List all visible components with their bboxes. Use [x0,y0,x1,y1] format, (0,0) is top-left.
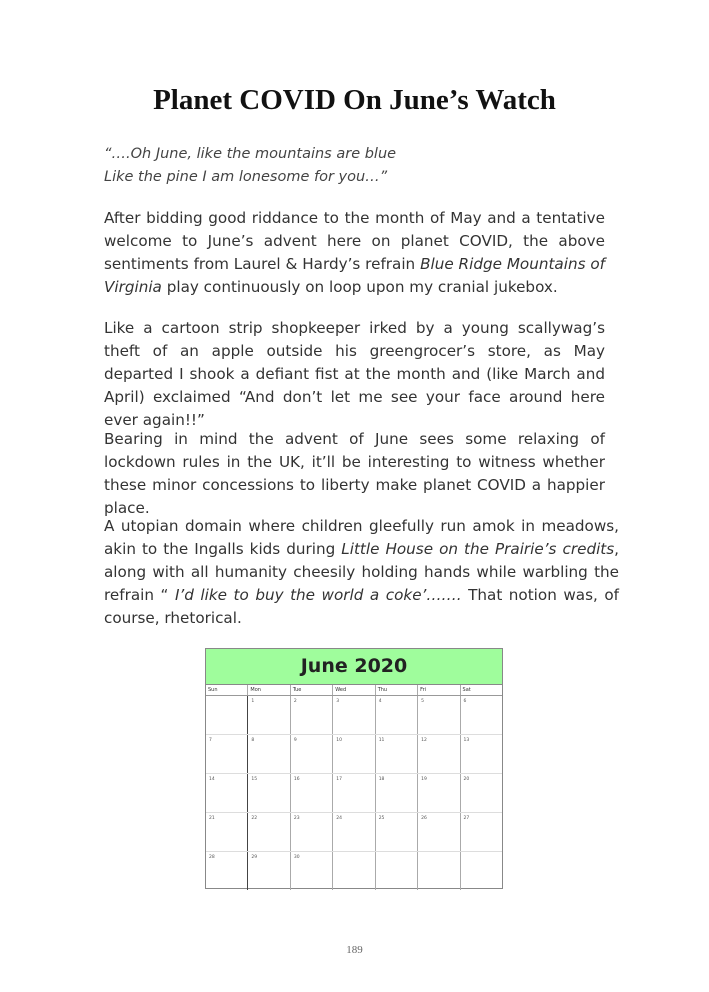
paragraph-4 [104,515,619,630]
paragraph-2: Like a cartoon strip shopkeeper irked by a young scallywag’s theft of an apple outside his greengrocer’s store, as May departed I shook a defiant fist at the month and (like March and April) exclaimed “And don’t let me see your face around here ever again!!” [104,319,605,429]
weekday-label: Thu [376,685,418,695]
calendar-day-cell [291,852,333,890]
calendar-week-row [206,735,502,774]
calendar-day-number: 29 [251,855,258,860]
calendar-day-cell [376,813,418,851]
paragraph-4-text-a: A utopian domain where children gleefully run amok in meadows, akin to the Ingalls kids during [104,517,619,558]
paragraph-3: Bearing in mind the advent of June sees some relaxing of lockdown rules in the UK, it’ll be interesting to witness whether these minor concessions to liberty make planet COVID a happier place. [104,430,605,517]
calendar-day-number: 15 [251,777,258,782]
weekday-label: Sat [462,687,471,693]
paragraph-1-text-a: After bidding good riddance to the month of May and a tentative welcome to June’s advent here on planet COVID, the above sentiments from Laurel & Hardy’s refrain [104,209,605,273]
calendar-week-row [206,852,502,890]
calendar-day-cell [333,774,375,812]
calendar-day-number: 22 [251,816,258,821]
calendar-day-number: 23 [293,816,300,821]
weekday-label: Wed [333,685,375,695]
calendar-day-cell [206,774,248,812]
calendar-day-cell [248,813,290,851]
epigraph-quote [104,143,484,189]
calendar-day-cell [461,696,502,734]
calendar-day-cell [248,774,290,812]
weekday-label: Mon [248,685,290,695]
calendar-day-cell [248,735,290,773]
calendar-day-number: 3 [336,699,340,704]
calendar-week-row [206,813,502,852]
calendar-day-number: 8 [251,738,255,743]
calendar-day-cell [333,813,375,851]
calendar-day-cell [376,774,418,812]
chapter-title: Planet COVID On June’s Watch [153,84,556,116]
calendar-day-number: 10 [336,738,342,743]
calendar-day-number: 28 [209,855,215,860]
calendar-day-number: 21 [209,816,215,821]
calendar-day-cell [461,774,502,812]
calendar-day-number: 20 [463,777,470,782]
calendar-day-number: 12 [421,738,427,743]
calendar-day-cell [291,696,333,734]
calendar-day-number: 5 [421,699,424,704]
calendar-day-number: 16 [293,777,300,782]
calendar-day-cell [461,735,502,773]
show-title-little-house: Little House on the Prairie’s credits [341,540,615,558]
calendar-day-number: 27 [463,816,470,821]
calendar-day-cell [206,735,248,773]
calendar-day-number: 4 [378,699,382,704]
song-lyric-coke: I’d like to buy the world a coke’……. [174,586,462,604]
calendar-day-cell [461,813,502,851]
calendar-weekday-header [206,685,502,696]
calendar-day-cell [291,735,333,773]
calendar-day-number: 14 [209,777,215,782]
weekday-label: Tue [291,685,333,695]
calendar-day-cell [248,852,290,890]
calendar-day-cell [291,774,333,812]
song-title-blue-ridge: Blue Ridge Mountains of Virginia [104,255,605,296]
calendar-day-number: 13 [463,738,470,743]
calendar-day-cell [376,735,418,773]
quote-line-1: “….Oh June, like the mountains are blue [104,146,397,162]
calendar-day-number: 6 [463,699,467,704]
calendar-day-cell [291,813,333,851]
calendar-day-cell [418,813,460,851]
page-number: 189 [346,944,363,956]
calendar-day-cell [418,774,460,812]
calendar-week-row [206,774,502,813]
calendar-day-cell [248,696,290,734]
quote-line-2: Like the pine I am lonesome for you…” [104,169,388,185]
calendar-grid [206,696,502,890]
calendar-week-row [206,696,502,735]
calendar-day-number: 18 [378,777,385,782]
calendar-day-number: 25 [378,816,385,821]
calendar-day-cell [418,852,460,890]
calendar-day-cell [461,852,502,890]
paragraph-4-text-b: , along with all humanity cheesily holding hands while warbling the refrain “ [104,540,619,604]
calendar-day-cell [333,696,375,734]
calendar-day-cell [333,852,375,890]
june-calendar [205,648,503,889]
calendar-day-cell [333,735,375,773]
calendar-day-number: 30 [293,855,300,860]
calendar-day-number: 11 [378,738,385,743]
calendar-day-number: 7 [209,738,212,743]
calendar-title: June 2020 [206,649,502,685]
calendar-day-number: 1 [251,699,255,704]
calendar-day-cell [206,813,248,851]
calendar-day-cell [206,696,248,734]
calendar-day-number: 17 [336,777,342,782]
calendar-day-cell [418,735,460,773]
calendar-day-cell [418,696,460,734]
calendar-day-cell [376,696,418,734]
paragraph-1 [104,207,605,299]
calendar-day-cell [206,852,248,890]
calendar-day-cell [376,852,418,890]
paragraph-1-text-b: play continuously on loop upon my cranial jukebox. [161,278,558,296]
weekday-label: Fri [418,685,460,695]
calendar-day-number: 19 [421,777,427,782]
weekday-label: Sun [206,685,248,695]
paragraph-4-text-c: That notion was, of course, rhetorical. [104,586,619,627]
calendar-day-number: 24 [336,816,342,821]
calendar-day-number: 26 [421,816,427,821]
calendar-day-number: 2 [293,699,297,704]
calendar-day-number: 9 [293,738,297,743]
